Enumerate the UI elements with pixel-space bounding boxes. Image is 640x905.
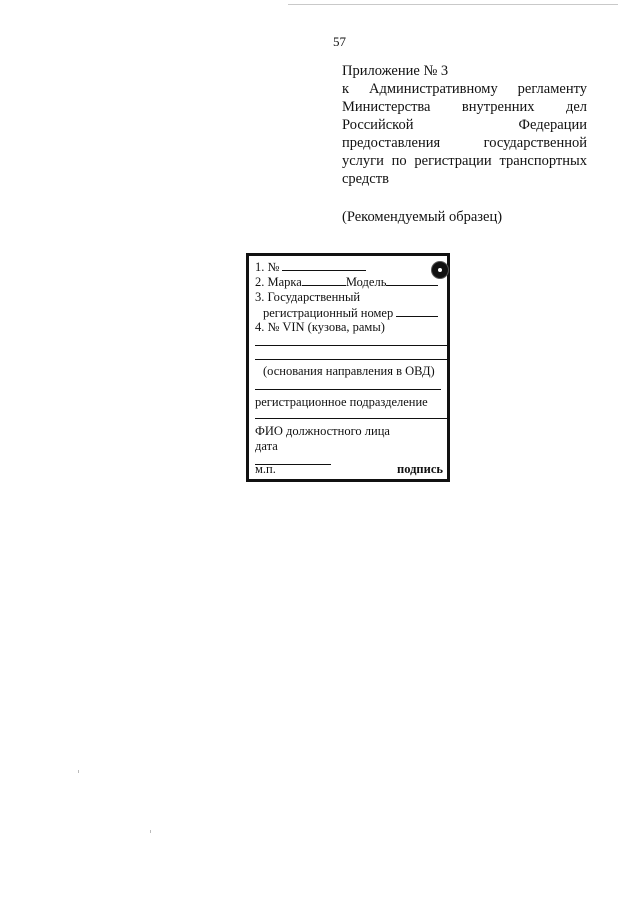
appendix-header: [342, 62, 587, 226]
state-number-field: [263, 305, 438, 320]
appendix-line: к Административному регламенту: [342, 81, 587, 97]
appendix-line: предоставления государственной: [342, 135, 587, 151]
appendix-line: Российской Федерации: [342, 117, 587, 133]
official-caption: ФИО должностного лица: [255, 424, 390, 438]
division-blank-line: [255, 389, 441, 390]
vin-blank-line: [255, 345, 448, 346]
scan-artifact: [150, 830, 151, 833]
appendix-line: Министерства внутренних дел: [342, 99, 587, 115]
recommended-sample-label: (Рекомендуемый образец): [342, 209, 503, 225]
registration-stamp-form: [246, 253, 450, 482]
date-label: дата: [255, 439, 278, 453]
brand-label: 2. Марка: [255, 275, 302, 289]
state-number-label-line1: 3. Государственный: [255, 290, 361, 304]
model-blank: [386, 274, 438, 286]
number-blank: [282, 259, 366, 271]
state-number-label-line2: регистрационный номер: [263, 306, 394, 320]
appendix-line: услуги по регистрации транспортных: [342, 153, 587, 169]
top-rule: [288, 4, 618, 5]
number-field: [255, 259, 366, 274]
brand-blank: [302, 274, 346, 286]
appendix-line: средств: [342, 171, 389, 187]
state-number-blank: [396, 305, 438, 317]
number-label: 1. №: [255, 260, 280, 274]
seal-place-label: м.п.: [255, 462, 276, 476]
grounds-blank-line: [255, 359, 448, 360]
model-label: Модель: [345, 275, 387, 289]
official-blank-line: [255, 418, 448, 419]
scan-artifact: [78, 770, 79, 773]
appendix-title: Приложение № 3: [342, 63, 449, 79]
grounds-caption: (основания направления в ОВД): [263, 364, 435, 378]
page-number: 57: [333, 34, 346, 49]
brand-model-field: [255, 274, 438, 289]
signature-label: подпись: [397, 462, 443, 476]
division-caption: регистрационное подразделение: [255, 395, 428, 409]
vin-label: 4. № VIN (кузова, рамы): [255, 320, 385, 334]
